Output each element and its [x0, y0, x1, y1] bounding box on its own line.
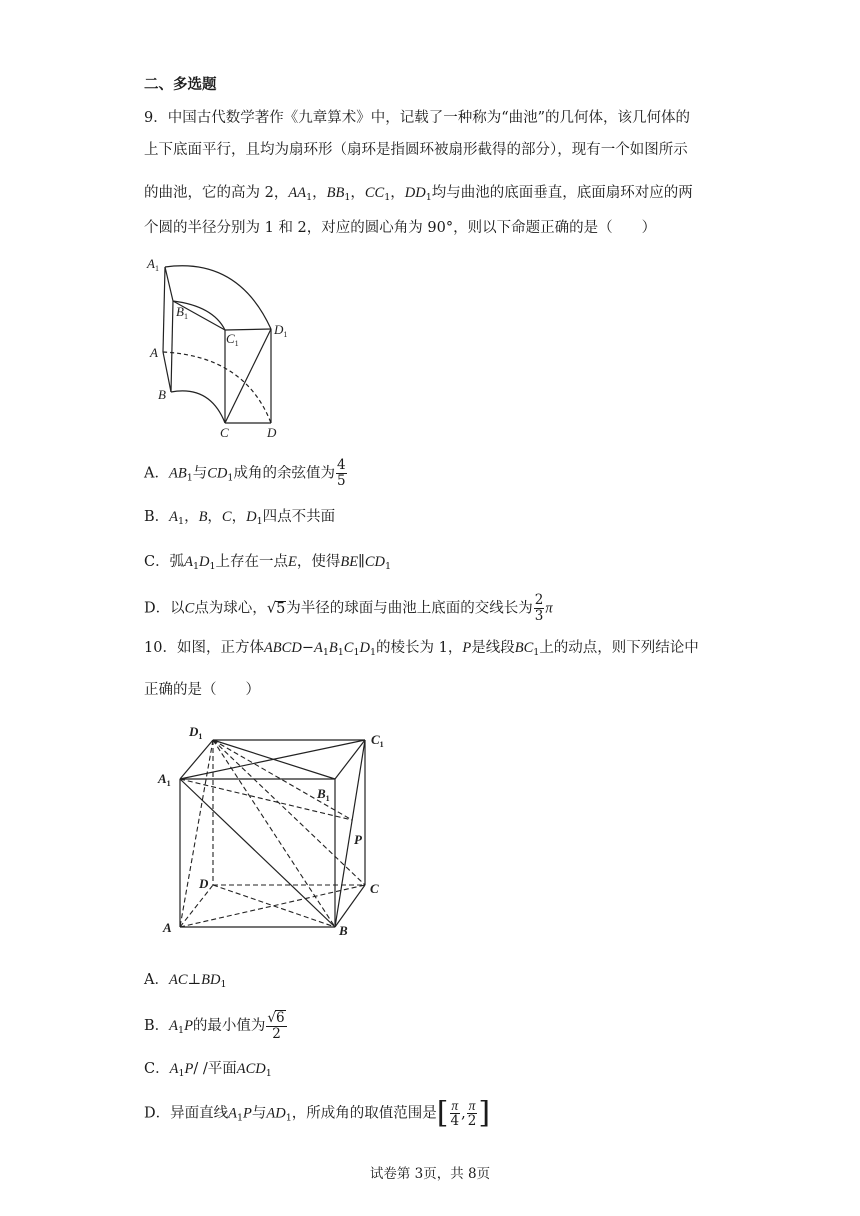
- label-D1: $D_1$: [274, 322, 288, 339]
- q9-line-1: 9．中国古代数学著作《九章算术》中，记载了一种称为“曲池”的几何体，该几何体的: [144, 110, 691, 126]
- q9-option-c: C．弧$A_1D_1$上存在一点E，使得$BE\parallel CD_1$: [144, 554, 392, 572]
- q10-option-d: D．异面直线$A_1P$与$AD_1$，所成角的取值范围是[ $\frac{\pi}{4}$ , $\frac{\pi}{2}$ ]: [144, 1095, 491, 1131]
- q10-option-c: C．$A_1P/$ /平面$ACD_1$: [144, 1061, 272, 1079]
- cube-label-A: A: [163, 920, 172, 935]
- label-C1: $C_1$: [226, 331, 239, 348]
- q9-option-d: D．以C点为球心，√5为半径的球面与曲池上底面的交线长为 $\frac{2}{3}$ π: [144, 592, 553, 624]
- cube-label-B: B: [339, 923, 348, 938]
- label-D: D: [267, 425, 277, 440]
- label-B1: $B_1$: [176, 304, 188, 321]
- label-A1: $A_1$: [147, 256, 159, 273]
- q9-line-4: 个圆的半径分别为 1 和 2，对应的圆心角为 90°，则以下命题正确的是（ ）: [144, 220, 657, 236]
- cube-label-D1: $D_1$: [189, 724, 203, 741]
- cube-label-P: P: [354, 832, 362, 847]
- curved-pool-figure: [140, 252, 300, 444]
- cube-label-D: D: [199, 876, 209, 891]
- q10-option-a: A．$AC\perp BD_1$: [144, 972, 227, 990]
- cube-label-B1: $B_1$: [317, 786, 330, 803]
- q10-option-b: B．$A_1P$的最小值为 $\frac{√6}{2}$: [144, 1010, 285, 1042]
- cube-label-C1: $C_1$: [371, 732, 384, 749]
- label-A: A: [150, 345, 158, 360]
- page-footer: 试卷第 3页，共 8页: [369, 1166, 491, 1182]
- label-B: B: [158, 387, 166, 402]
- label-C: C: [220, 425, 229, 440]
- q9-option-a: A．$AB_1$与$CD_1$成角的余弦值为 $\frac{4}{5}$: [144, 457, 346, 489]
- cube-figure: [155, 720, 400, 942]
- q9-option-b: B．$A_1$，B，C，$D_1$四点不共面: [144, 509, 336, 527]
- q9-line-3: 的曲池，它的高为 2，$AA_1$，$BB_1$，$CC_1$，$DD_1$均与曲池的底面垂直，底面扇环对应的两: [144, 185, 693, 203]
- q10-line-2: 正确的是（ ）: [144, 682, 260, 698]
- cube-label-A1: $A_1$: [158, 771, 171, 788]
- q10-line-1: 10．如图，正方体$ABCD-A_1B_1C_1D_1$的棱长为 1，P是线段$BC_1$上的动点，则下列结论中: [144, 640, 699, 658]
- section-title: 二、多选题: [144, 76, 217, 93]
- q9-line-2: 上下底面平行，且均为扇环形（扇环是指圆环被扇形截得的部分），现有一个如图所示: [144, 142, 688, 158]
- cube-label-C: C: [370, 881, 379, 896]
